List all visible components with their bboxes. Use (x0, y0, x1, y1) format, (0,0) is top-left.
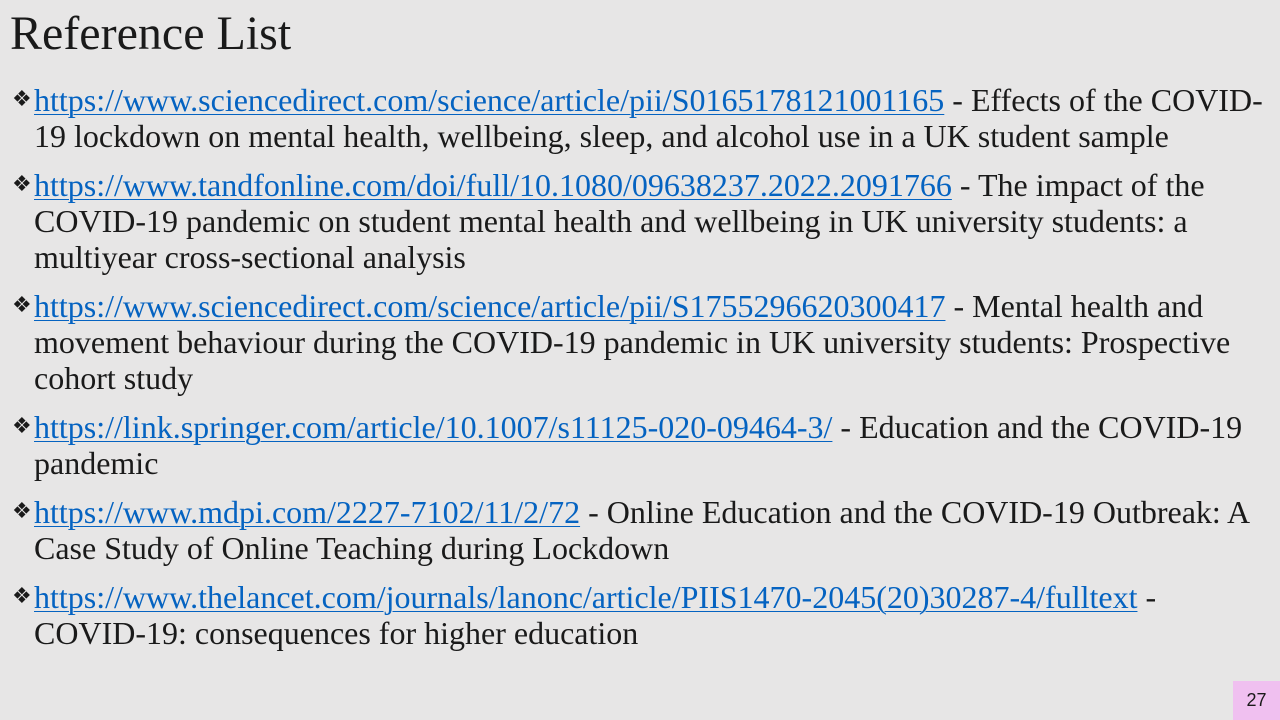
reference-item: ❖ https://link.springer.com/article/10.1007/s11125-020-09464-3/ - Education and the COVID-19 pandemic (12, 409, 1243, 481)
reference-description: The impact of the COVID-19 pandemic on student mental health and wellbeing in UK university students: a multiyear cross-sectional analysis (34, 167, 1205, 275)
slide-title: Reference List (10, 7, 292, 60)
reference-description: Online Education and the COVID-19 Outbreak: A Case Study of Online Teaching during Lockdown (34, 494, 1249, 566)
four-diamond-bullet-icon: ❖ (12, 584, 32, 609)
reference-item: ❖ https://www.mdpi.com/2227-7102/11/2/72 - Online Education and the COVID-19 Outbreak: A Case Study of Online Teaching during Lockdown (12, 494, 1249, 566)
four-diamond-bullet-icon: ❖ (12, 499, 32, 524)
reference-link[interactable]: https://www.sciencedirect.com/science/article/pii/S1755296620300417 (34, 288, 946, 324)
reference-link[interactable]: https://www.sciencedirect.com/science/article/pii/S0165178121001165 (34, 82, 945, 118)
reference-description: Education and the COVID-19 pandemic (34, 409, 1243, 481)
reference-item: ❖ https://www.tandfonline.com/doi/full/10.1080/09638237.2022.2091766 - The impact of the COVID-19 pandemic on student mental health and wellbeing in UK university students: a multiyear cross-sectional analysis (12, 167, 1205, 275)
four-diamond-bullet-icon: ❖ (12, 87, 32, 112)
reference-list (12, 82, 1274, 664)
four-diamond-bullet-icon: ❖ (12, 414, 32, 439)
reference-link[interactable]: https://link.springer.com/article/10.1007/s11125-020-09464-3/ (34, 409, 833, 445)
four-diamond-bullet-icon: ❖ (12, 293, 32, 318)
reference-description: COVID-19: consequences for higher education (34, 615, 639, 651)
reference-description: Effects of the COVID-19 lockdown on mental health, wellbeing, sleep, and alcohol use in a UK student sample (34, 82, 1263, 154)
reference-description: Mental health and movement behaviour during the COVID-19 pandemic in UK university students: Prospective cohort study (34, 288, 1231, 396)
reference-link[interactable]: https://www.tandfonline.com/doi/full/10.1080/09638237.2022.2091766 (34, 167, 952, 203)
reference-link[interactable]: https://www.thelancet.com/journals/lanonc/article/PIIS1470-2045(20)30287-4/fulltext (34, 579, 1138, 615)
reference-item: ❖ https://www.sciencedirect.com/science/article/pii/S1755296620300417 - Mental health and movement behaviour during the COVID-19 pandemic in UK university students: Prospective cohort study (12, 288, 1231, 396)
reference-link[interactable]: https://www.mdpi.com/2227-7102/11/2/72 (34, 494, 581, 530)
page-number-badge: 27 (1233, 681, 1280, 720)
reference-item: ❖ https://www.thelancet.com/journals/lanonc/article/PIIS1470-2045(20)30287-4/fulltext - COVID-19: consequences for higher education (12, 579, 1157, 651)
four-diamond-bullet-icon: ❖ (12, 172, 32, 197)
reference-item: ❖ https://www.sciencedirect.com/science/article/pii/S0165178121001165 - Effects of the COVID-19 lockdown on mental health, wellbeing, sleep, and alcohol use in a UK student sample (12, 82, 1263, 154)
